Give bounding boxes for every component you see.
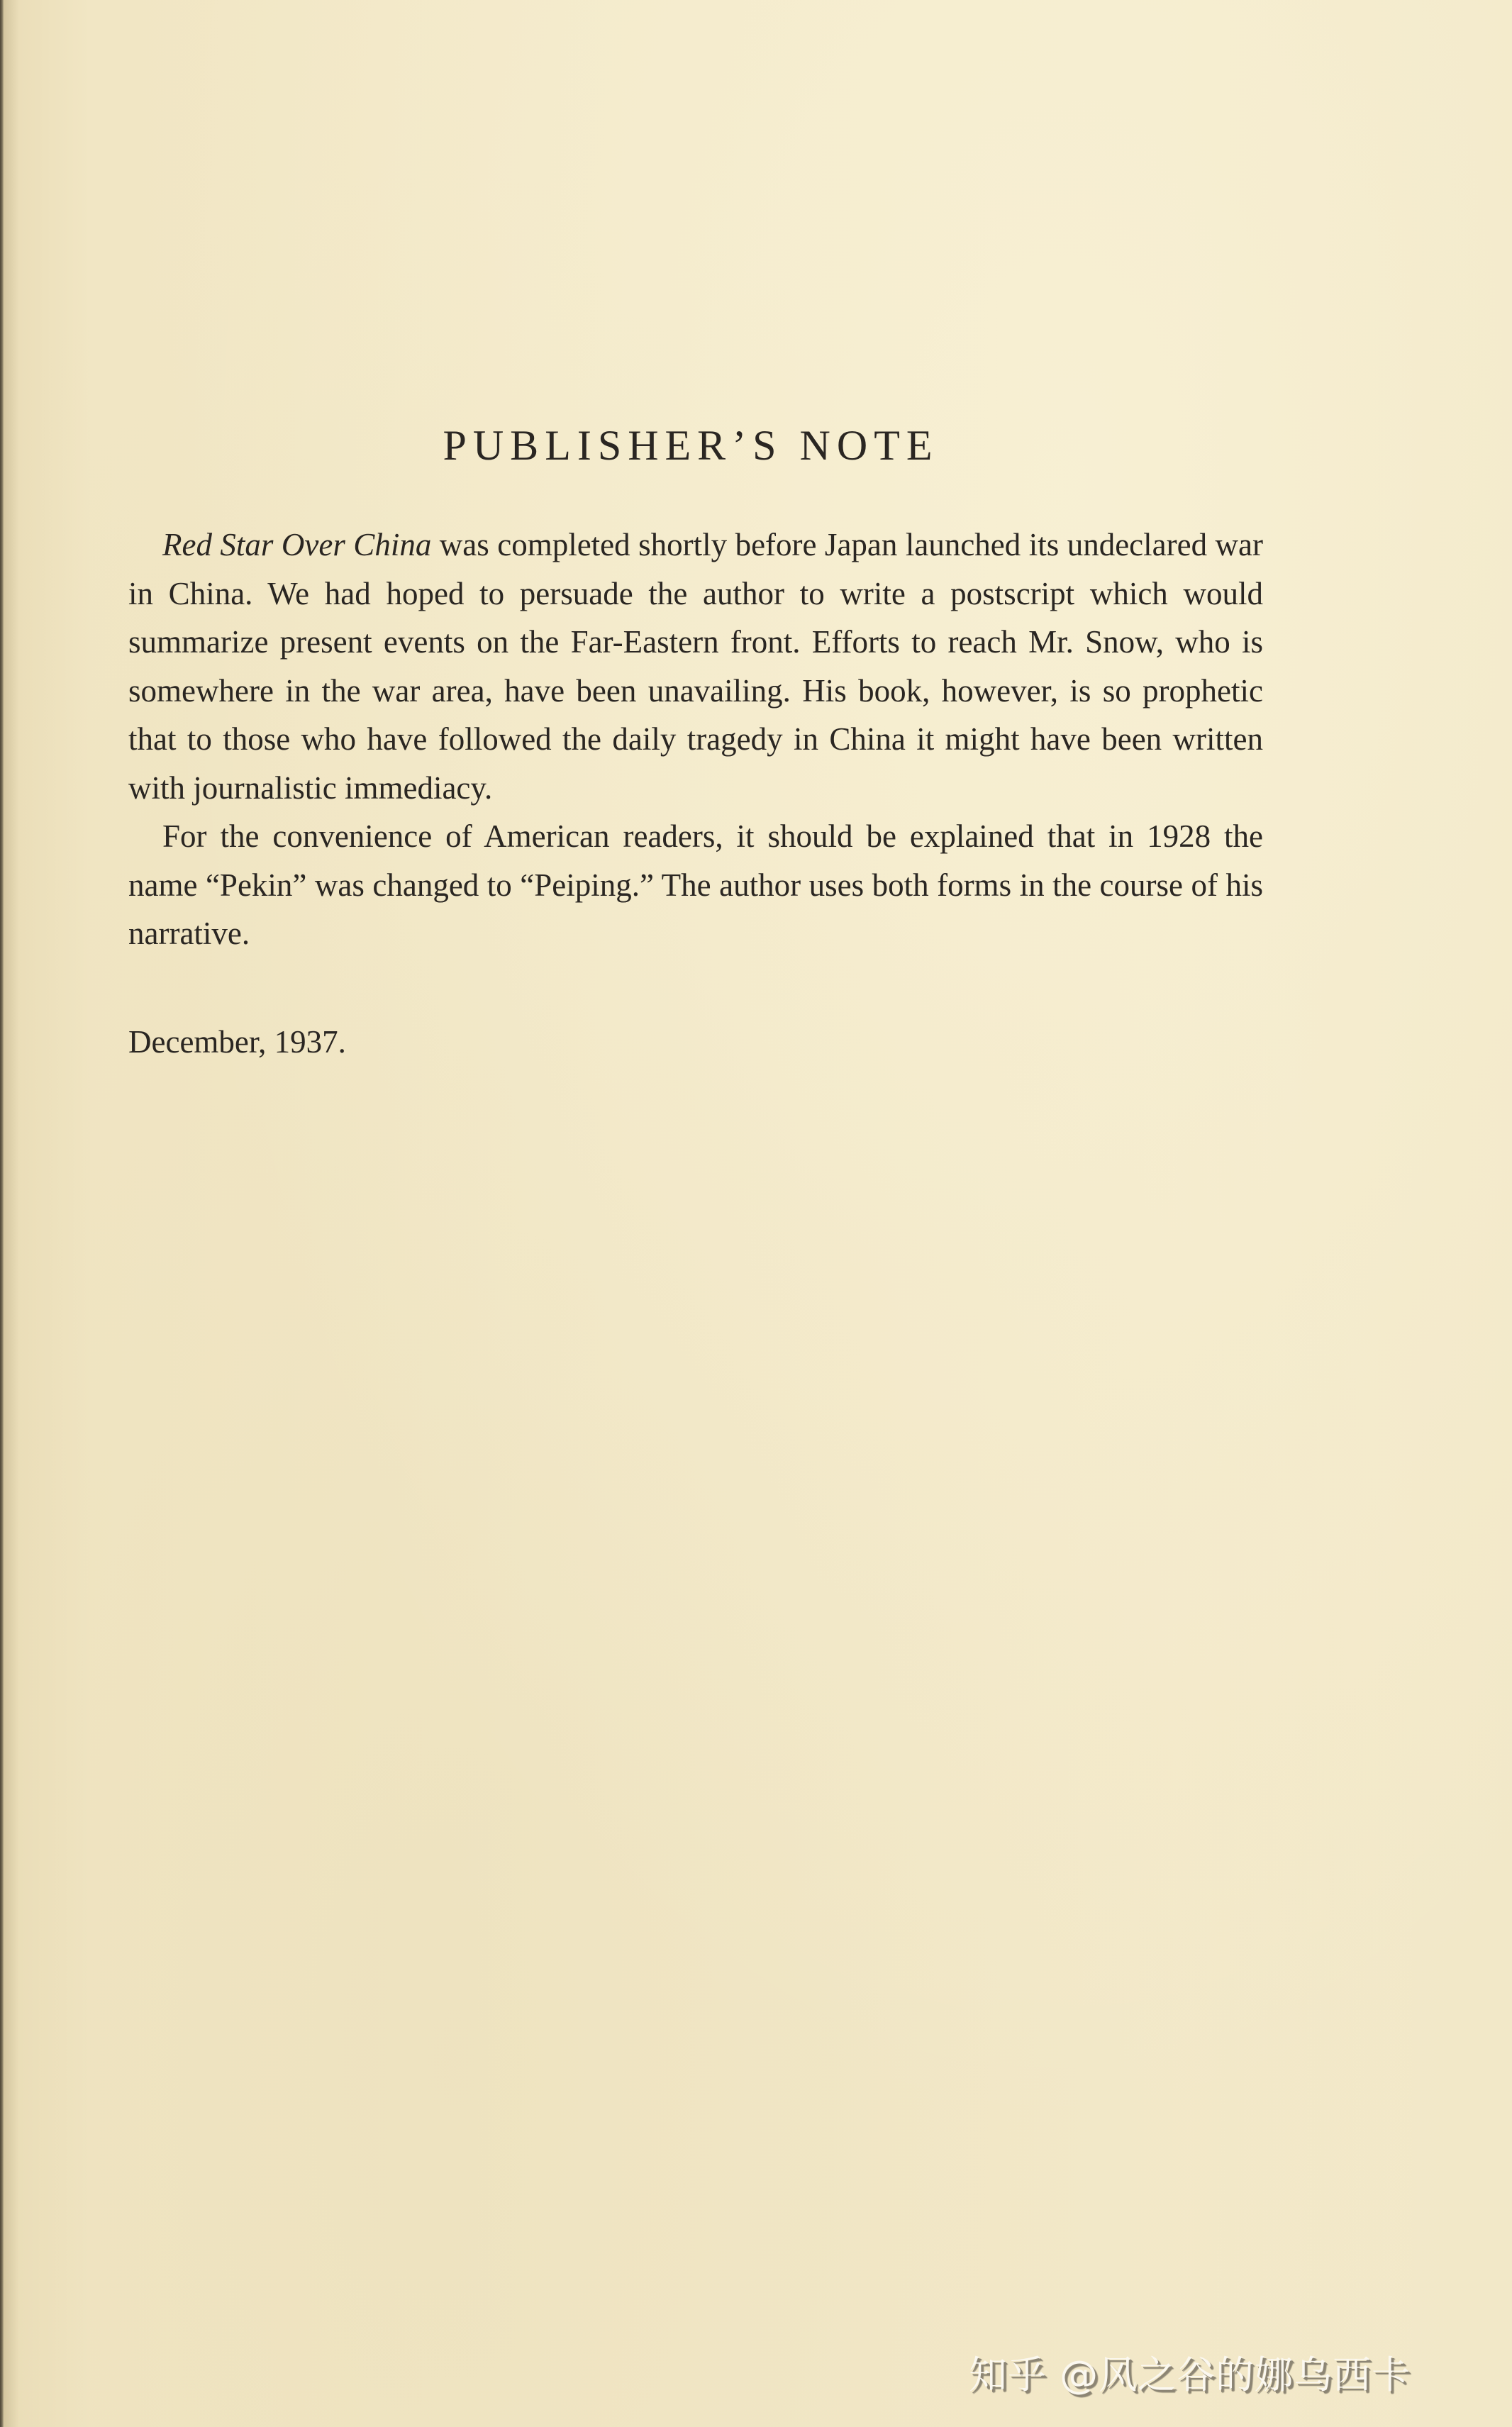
spine-shadow <box>4 0 19 2427</box>
paragraph-1 <box>128 521 1263 812</box>
paragraph-2-text: For the convenience of American readers, it should be explained that in 1928 the name “Pekin” was changed to “Peiping.” The author uses both forms in the course of his narrative. <box>128 818 1263 951</box>
paragraph-2 <box>128 812 1263 958</box>
note-body <box>128 521 1263 958</box>
paragraph-1-text: was completed shortly before Japan launched its undeclared war in China. We had hoped to persuade the author to write a postscript which would summarize present events on the Far-Eastern front. Efforts to reach Mr. Snow, who is somewhere in the war area, have been unavailing. His book, however, is so prophetic that to those who have followed the daily tragedy in China it might have been written with journalistic immediacy. <box>128 527 1263 806</box>
note-date: December, 1937. <box>128 1024 346 1060</box>
book-title-italic: Red Star Over China <box>162 527 432 562</box>
zhihu-watermark: 知乎 @风之谷的娜乌西卡 <box>969 2353 1411 2397</box>
page-title: PUBLISHER’S NOTE <box>443 422 939 469</box>
